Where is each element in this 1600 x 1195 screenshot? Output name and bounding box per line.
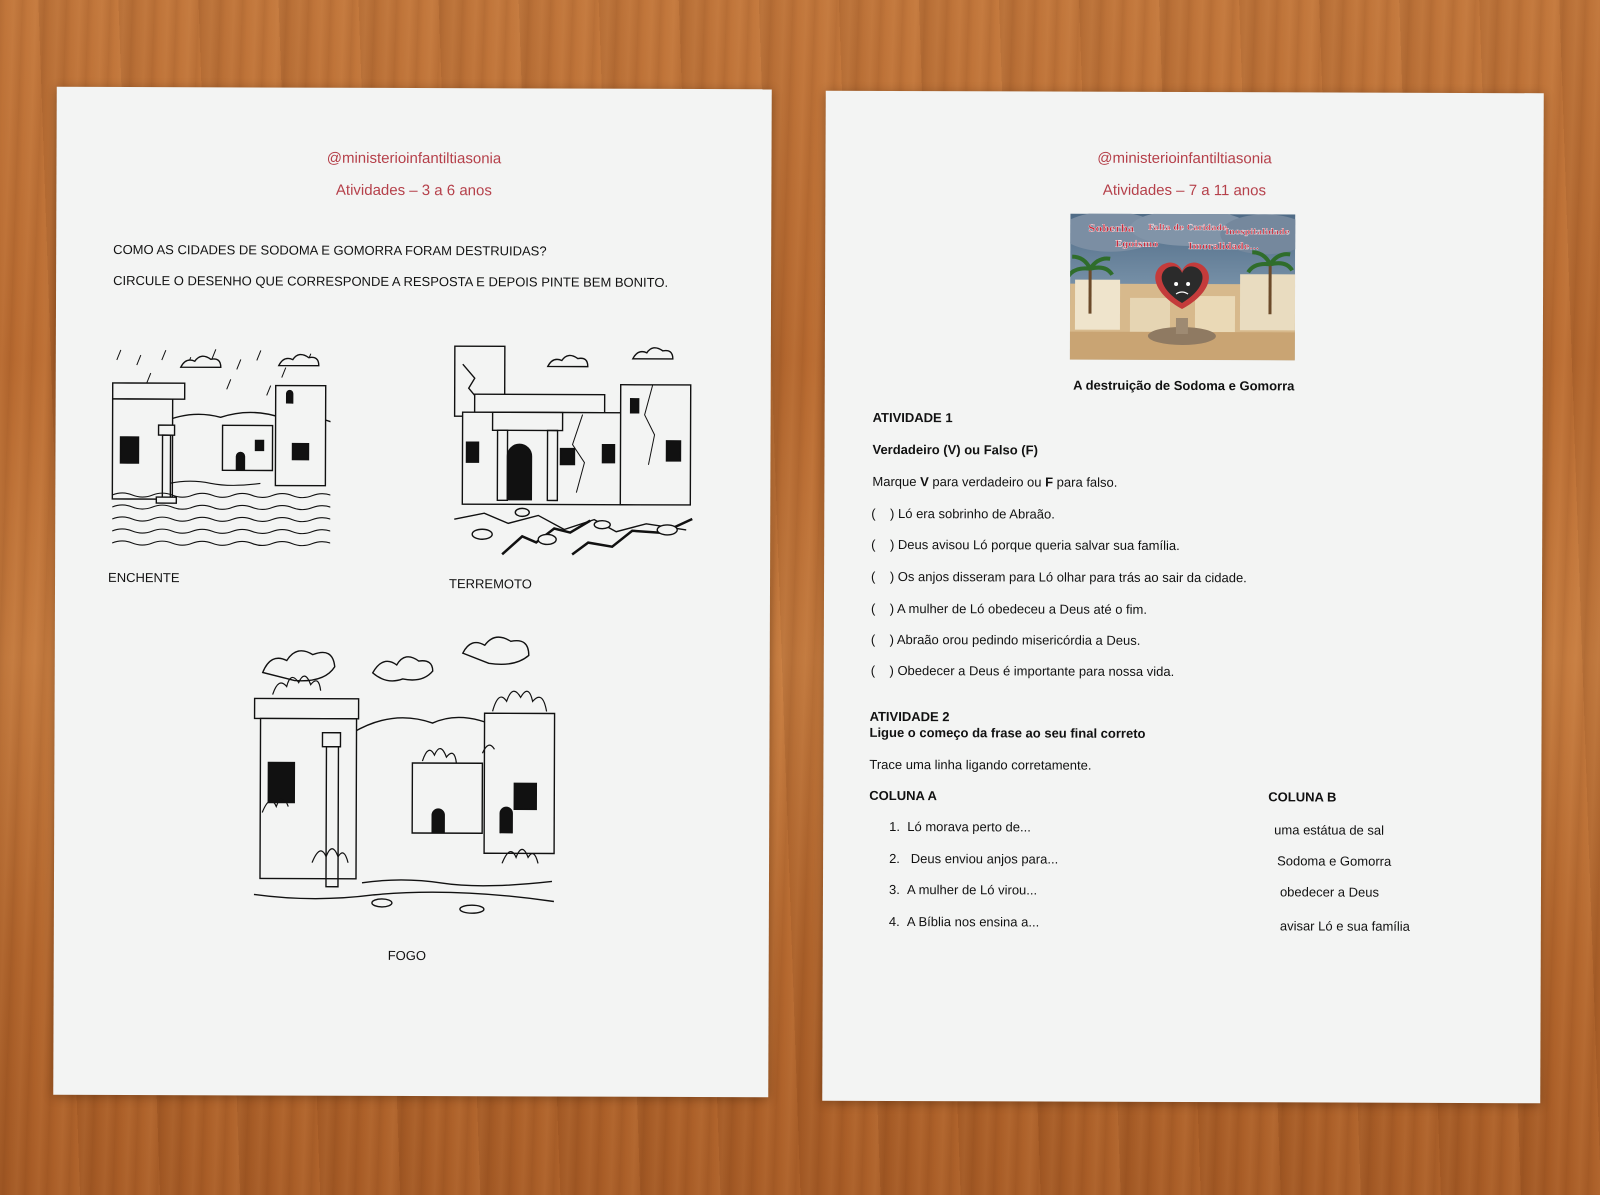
column-a-title: COLUNA A [869, 787, 937, 804]
column-a-item[interactable]: 4. A Bíblia nos ensina a... [888, 913, 1040, 930]
true-false-item[interactable]: ( ) Os anjos disseram para Ló olhar para trás ao sair da cidade. [871, 568, 1247, 586]
banner-word: Egoismo [1115, 239, 1159, 250]
instagram-handle: @ministerioinfantiltiasonia [326, 149, 502, 168]
earthquake-illustration[interactable] [452, 344, 695, 557]
activity2-instruction: Trace uma linha ligando corretamente. [869, 756, 1092, 773]
activity1-heading: ATIVIDADE 1 [872, 409, 953, 426]
column-b-item[interactable]: obedecer a Deus [1279, 884, 1380, 900]
true-false-item[interactable]: ( ) Ló era sobrinho de Abraão. [871, 505, 1055, 522]
option-label-fire: FOGO [387, 947, 427, 964]
column-b-title: COLUNA B [1268, 789, 1337, 805]
column-a-item[interactable]: 2. Deus enviou anjos para... [889, 850, 1059, 867]
option-label-earthquake: TERREMOTO [449, 576, 532, 592]
flood-illustration[interactable] [110, 345, 331, 548]
worksheet-title: A destruição de Sodoma e Gomorra [1073, 377, 1295, 394]
column-a-item[interactable]: 3. A mulher de Ló virou... [888, 881, 1038, 898]
age-label: Atividades – 3 a 6 anos [335, 181, 492, 200]
worksheet-7-11 [822, 91, 1544, 1104]
option-label-flood: ENCHENTE [108, 569, 180, 586]
true-false-item[interactable]: ( ) Abraão orou pedindo misericórdia a Deus. [870, 631, 1141, 648]
column-b-item[interactable]: uma estátua de sal [1274, 822, 1385, 838]
question: COMO AS CIDADES DE SODOMA E GOMORRA FORAM DESTRUIDAS? [113, 241, 547, 259]
instruction: CIRCULE O DESENHO QUE CORRESPONDE A RESPOSTA E DEPOIS PINTE BEM BONITO. [113, 272, 669, 290]
true-false-item[interactable]: ( ) Deus avisou Ló porque queria salvar sua família. [871, 536, 1180, 553]
activity2-heading: ATIVIDADE 2 [869, 708, 950, 725]
age-label: Atividades – 7 a 11 anos [1102, 181, 1267, 200]
banner-word: Falta de Caridade [1148, 221, 1228, 233]
activity1-subheading: Verdadeiro (V) ou Falso (F) [872, 441, 1038, 458]
true-false-item[interactable]: ( ) Obedecer a Deus é importante para nossa vida. [870, 662, 1175, 679]
instagram-handle: @ministerioinfantiltiasonia [1097, 149, 1272, 168]
column-b-item[interactable]: avisar Ló e sua família [1279, 918, 1410, 934]
activity1-instruction: Marque V para verdadeiro ou F para falso. [872, 473, 1118, 490]
sins-banner-picture [1070, 214, 1296, 361]
banner-word: Imoralidade... [1188, 242, 1259, 253]
activity2-subheading: Ligue o começo da frase ao seu final correto [869, 724, 1146, 741]
fire-illustration[interactable] [252, 632, 563, 925]
true-false-item[interactable]: ( ) A mulher de Ló obedeceu a Deus até o fim. [870, 600, 1148, 617]
banner-word: Soberba [1088, 223, 1135, 235]
banner-word: Inospitalidade [1225, 226, 1290, 237]
worksheet-3-6 [53, 87, 772, 1097]
column-b-item[interactable]: Sodoma e Gomorra [1277, 853, 1392, 869]
column-a-item[interactable]: 1. Ló morava perto de... [889, 818, 1031, 835]
